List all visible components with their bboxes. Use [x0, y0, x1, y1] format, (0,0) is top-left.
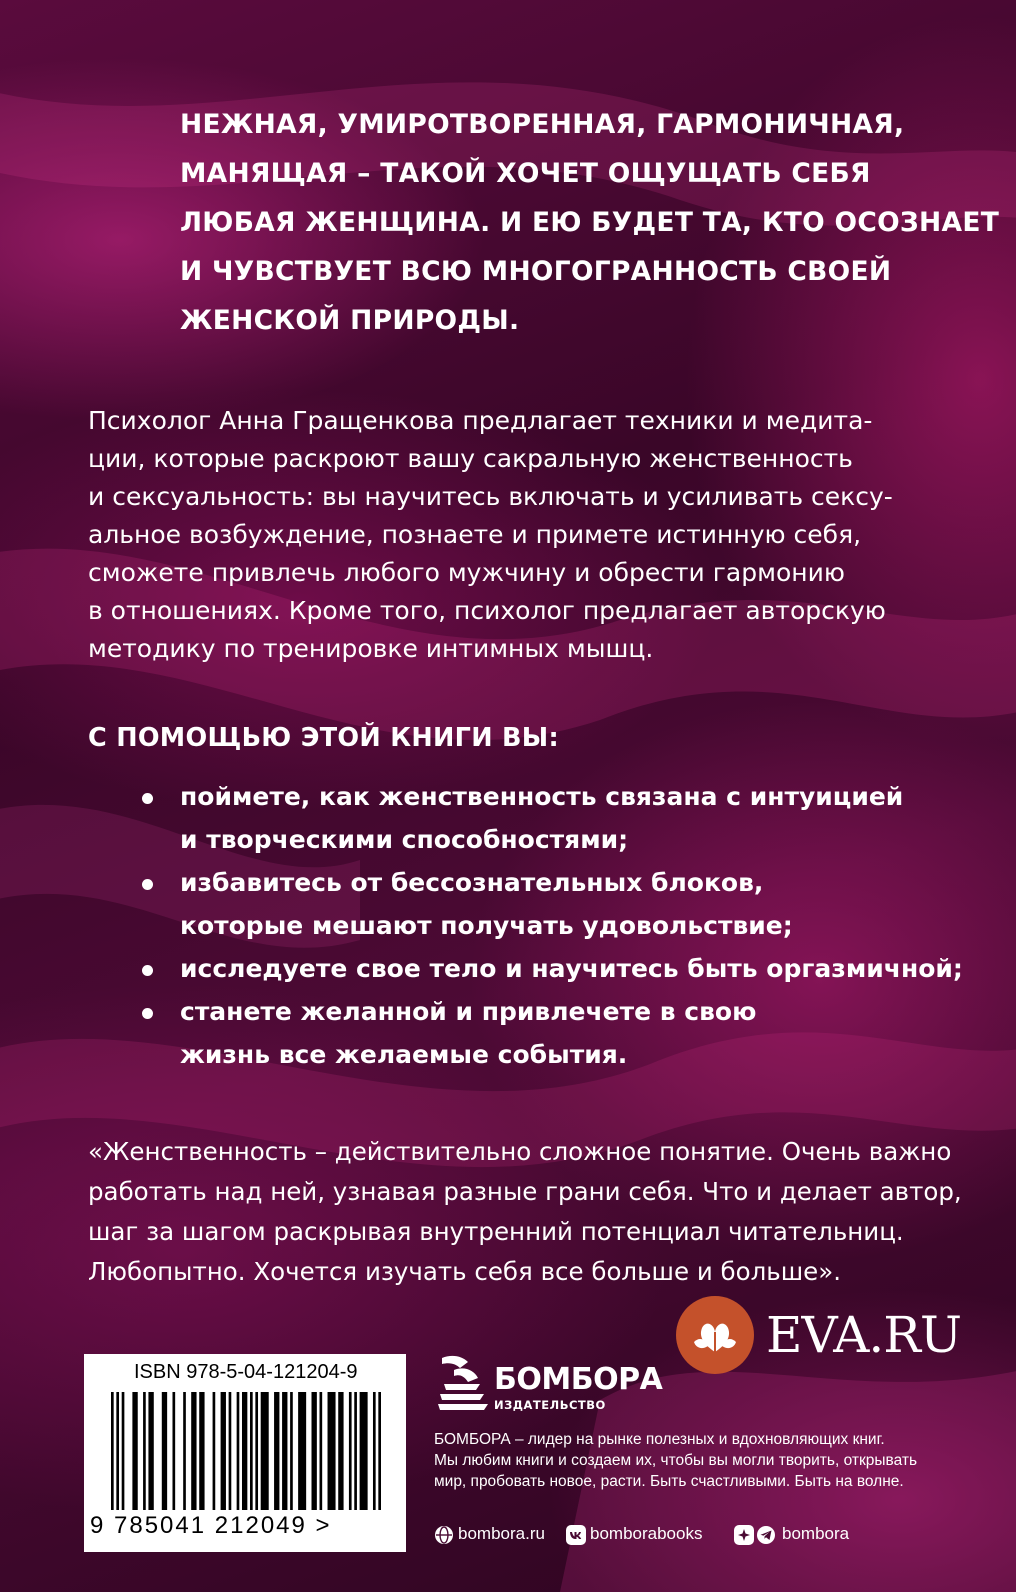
list-item: [142, 947, 963, 990]
lead-line: И ЧУВСТВУЕТ ВСЮ МНОГОГРАННОСТЬ СВОЕЙ: [180, 256, 892, 287]
description-line: методику по тренировке интимных мышц.: [88, 634, 654, 663]
list-item-line: исследуете свое тело и научитесь быть оргазмичной;: [180, 954, 963, 983]
isbn-label: ISBN 978-5-04-121204-9: [134, 1361, 358, 1383]
barcode-bar: [349, 1392, 352, 1510]
social-link-label: bombora.ru: [458, 1524, 545, 1543]
barcode-bar: [360, 1392, 368, 1510]
barcode-bar: [274, 1392, 279, 1510]
barcode-bar: [111, 1392, 114, 1510]
barcode-bar: [242, 1392, 247, 1510]
barcode-bar: [122, 1392, 125, 1510]
globe-icon: [434, 1525, 454, 1545]
vk-icon: [566, 1525, 586, 1545]
barcode-bar: [250, 1392, 253, 1510]
publisher-description: [434, 1429, 954, 1492]
list-item: [142, 990, 942, 1076]
barcode-bar: [237, 1392, 240, 1510]
barcode-bar: [338, 1392, 343, 1510]
barcode: [106, 1392, 386, 1512]
list-item-line: избавитесь от бессознательных блоков,: [180, 868, 764, 897]
description-line: и сексуальность: вы научитесь включать и усиливать сексу-: [88, 482, 893, 511]
barcode-bar: [162, 1392, 167, 1510]
barcode-bar: [143, 1392, 146, 1510]
barcode-bar: [148, 1392, 153, 1510]
barcode-bar: [172, 1392, 175, 1510]
list-item-line: и творческими способностями;: [180, 825, 629, 854]
barcode-bar: [378, 1392, 381, 1510]
social-links: [434, 1522, 954, 1548]
publisher-description-line: мир, пробовать новое, расти. Быть счастливыми. Быть на волне.: [434, 1473, 904, 1490]
bullet-icon: [142, 879, 153, 890]
lead-paragraph: [180, 100, 1000, 345]
social-link-label: bomborabooks: [590, 1524, 703, 1543]
bullet-icon: [142, 965, 153, 976]
benefits-list: [142, 775, 963, 1076]
publisher-block: [434, 1350, 954, 1560]
telegram-icon: [734, 1525, 778, 1545]
description-line: ции, которые раскроют вашу сакральную женственность: [88, 444, 853, 473]
list-item: [142, 861, 942, 947]
list-item-line: которые мешают получать удовольствие;: [180, 911, 793, 940]
list-item-line: поймете, как женственность связана с интуицией: [180, 782, 904, 811]
lead-line: МАНЯЩАЯ – ТАКОЙ ХОЧЕТ ОЩУЩАТЬ СЕБЯ: [180, 158, 871, 189]
barcode-digits: 9 785041 212049 >: [90, 1512, 332, 1539]
publisher-description-line: Мы любим книги и создаем их, чтобы вы могли творить, открывать: [434, 1452, 918, 1469]
description-paragraph: [88, 402, 918, 668]
lead-line: ЖЕНСКОЙ ПРИРОДЫ.: [180, 305, 520, 336]
barcode-bar: [354, 1392, 357, 1510]
quote-line: работать над ней, узнавая разные грани себя. Что и делает автор,: [88, 1177, 962, 1206]
barcode-bar: [298, 1392, 306, 1510]
description-line: альное возбуждение, познаете и примете истинную себя,: [88, 520, 862, 549]
quote-line: шаг за шагом раскрывая внутренний потенциал читательниц.: [88, 1217, 904, 1246]
eva-name: EVA.RU: [766, 1306, 962, 1364]
barcode-bar: [183, 1392, 186, 1510]
description-line: Психолог Анна Гращенкова предлагает техники и медита-: [88, 406, 873, 435]
barcode-bar: [290, 1392, 293, 1510]
barcode-bar: [221, 1392, 226, 1510]
isbn-barcode-panel: [84, 1354, 406, 1552]
social-link-label: bombora: [782, 1524, 850, 1543]
barcode-bar: [213, 1392, 216, 1510]
barcode-bar: [282, 1392, 287, 1510]
barcode-bar: [312, 1392, 317, 1510]
publisher-subtitle: ИЗДАТЕЛЬСТВО: [494, 1398, 606, 1412]
barcode-bar: [116, 1392, 119, 1510]
list-item: [142, 775, 942, 861]
publisher-name: БОМБОРА: [494, 1362, 663, 1397]
quote-line: «Женственность – действительно сложное понятие. Очень важно: [88, 1137, 952, 1166]
barcode-bar: [373, 1392, 376, 1510]
bombora-logo-icon: [434, 1350, 494, 1420]
quote-line: Любопытно. Хочется изучать себя все больше и больше».: [88, 1257, 841, 1286]
publisher-description-line: БОМБОРА – лидер на рынке полезных и вдохновляющих книг.: [434, 1431, 885, 1448]
list-item-line: станете желанной и привлечете в свою: [180, 997, 757, 1026]
barcode-bar: [255, 1392, 258, 1510]
lead-line: НЕЖНАЯ, УМИРОТВОРЕННАЯ, ГАРМОНИЧНАЯ,: [180, 109, 905, 140]
barcode-bar: [320, 1392, 323, 1510]
barcode-bar: [261, 1392, 269, 1510]
lead-line: ЛЮБАЯ ЖЕНЩИНА. И ЕЮ БУДЕТ ТА, КТО ОСОЗНАЕТ: [180, 207, 1000, 238]
barcode-bar: [132, 1392, 137, 1510]
barcode-bar: [191, 1392, 196, 1510]
bullet-icon: [142, 1008, 153, 1019]
barcode-bar: [199, 1392, 204, 1510]
review-quote: [88, 1132, 962, 1292]
benefits-heading: С ПОМОЩЬЮ ЭТОЙ КНИГИ ВЫ:: [88, 723, 559, 753]
barcode-bar: [229, 1392, 232, 1510]
barcode-bar: [328, 1392, 336, 1510]
description-line: в отношениях. Кроме того, психолог предлагает авторскую: [88, 596, 886, 625]
description-line: сможете привлечь любого мужчину и обрести гармонию: [88, 558, 845, 587]
list-item-line: жизнь все желаемые события.: [180, 1040, 628, 1069]
bullet-icon: [142, 793, 153, 804]
